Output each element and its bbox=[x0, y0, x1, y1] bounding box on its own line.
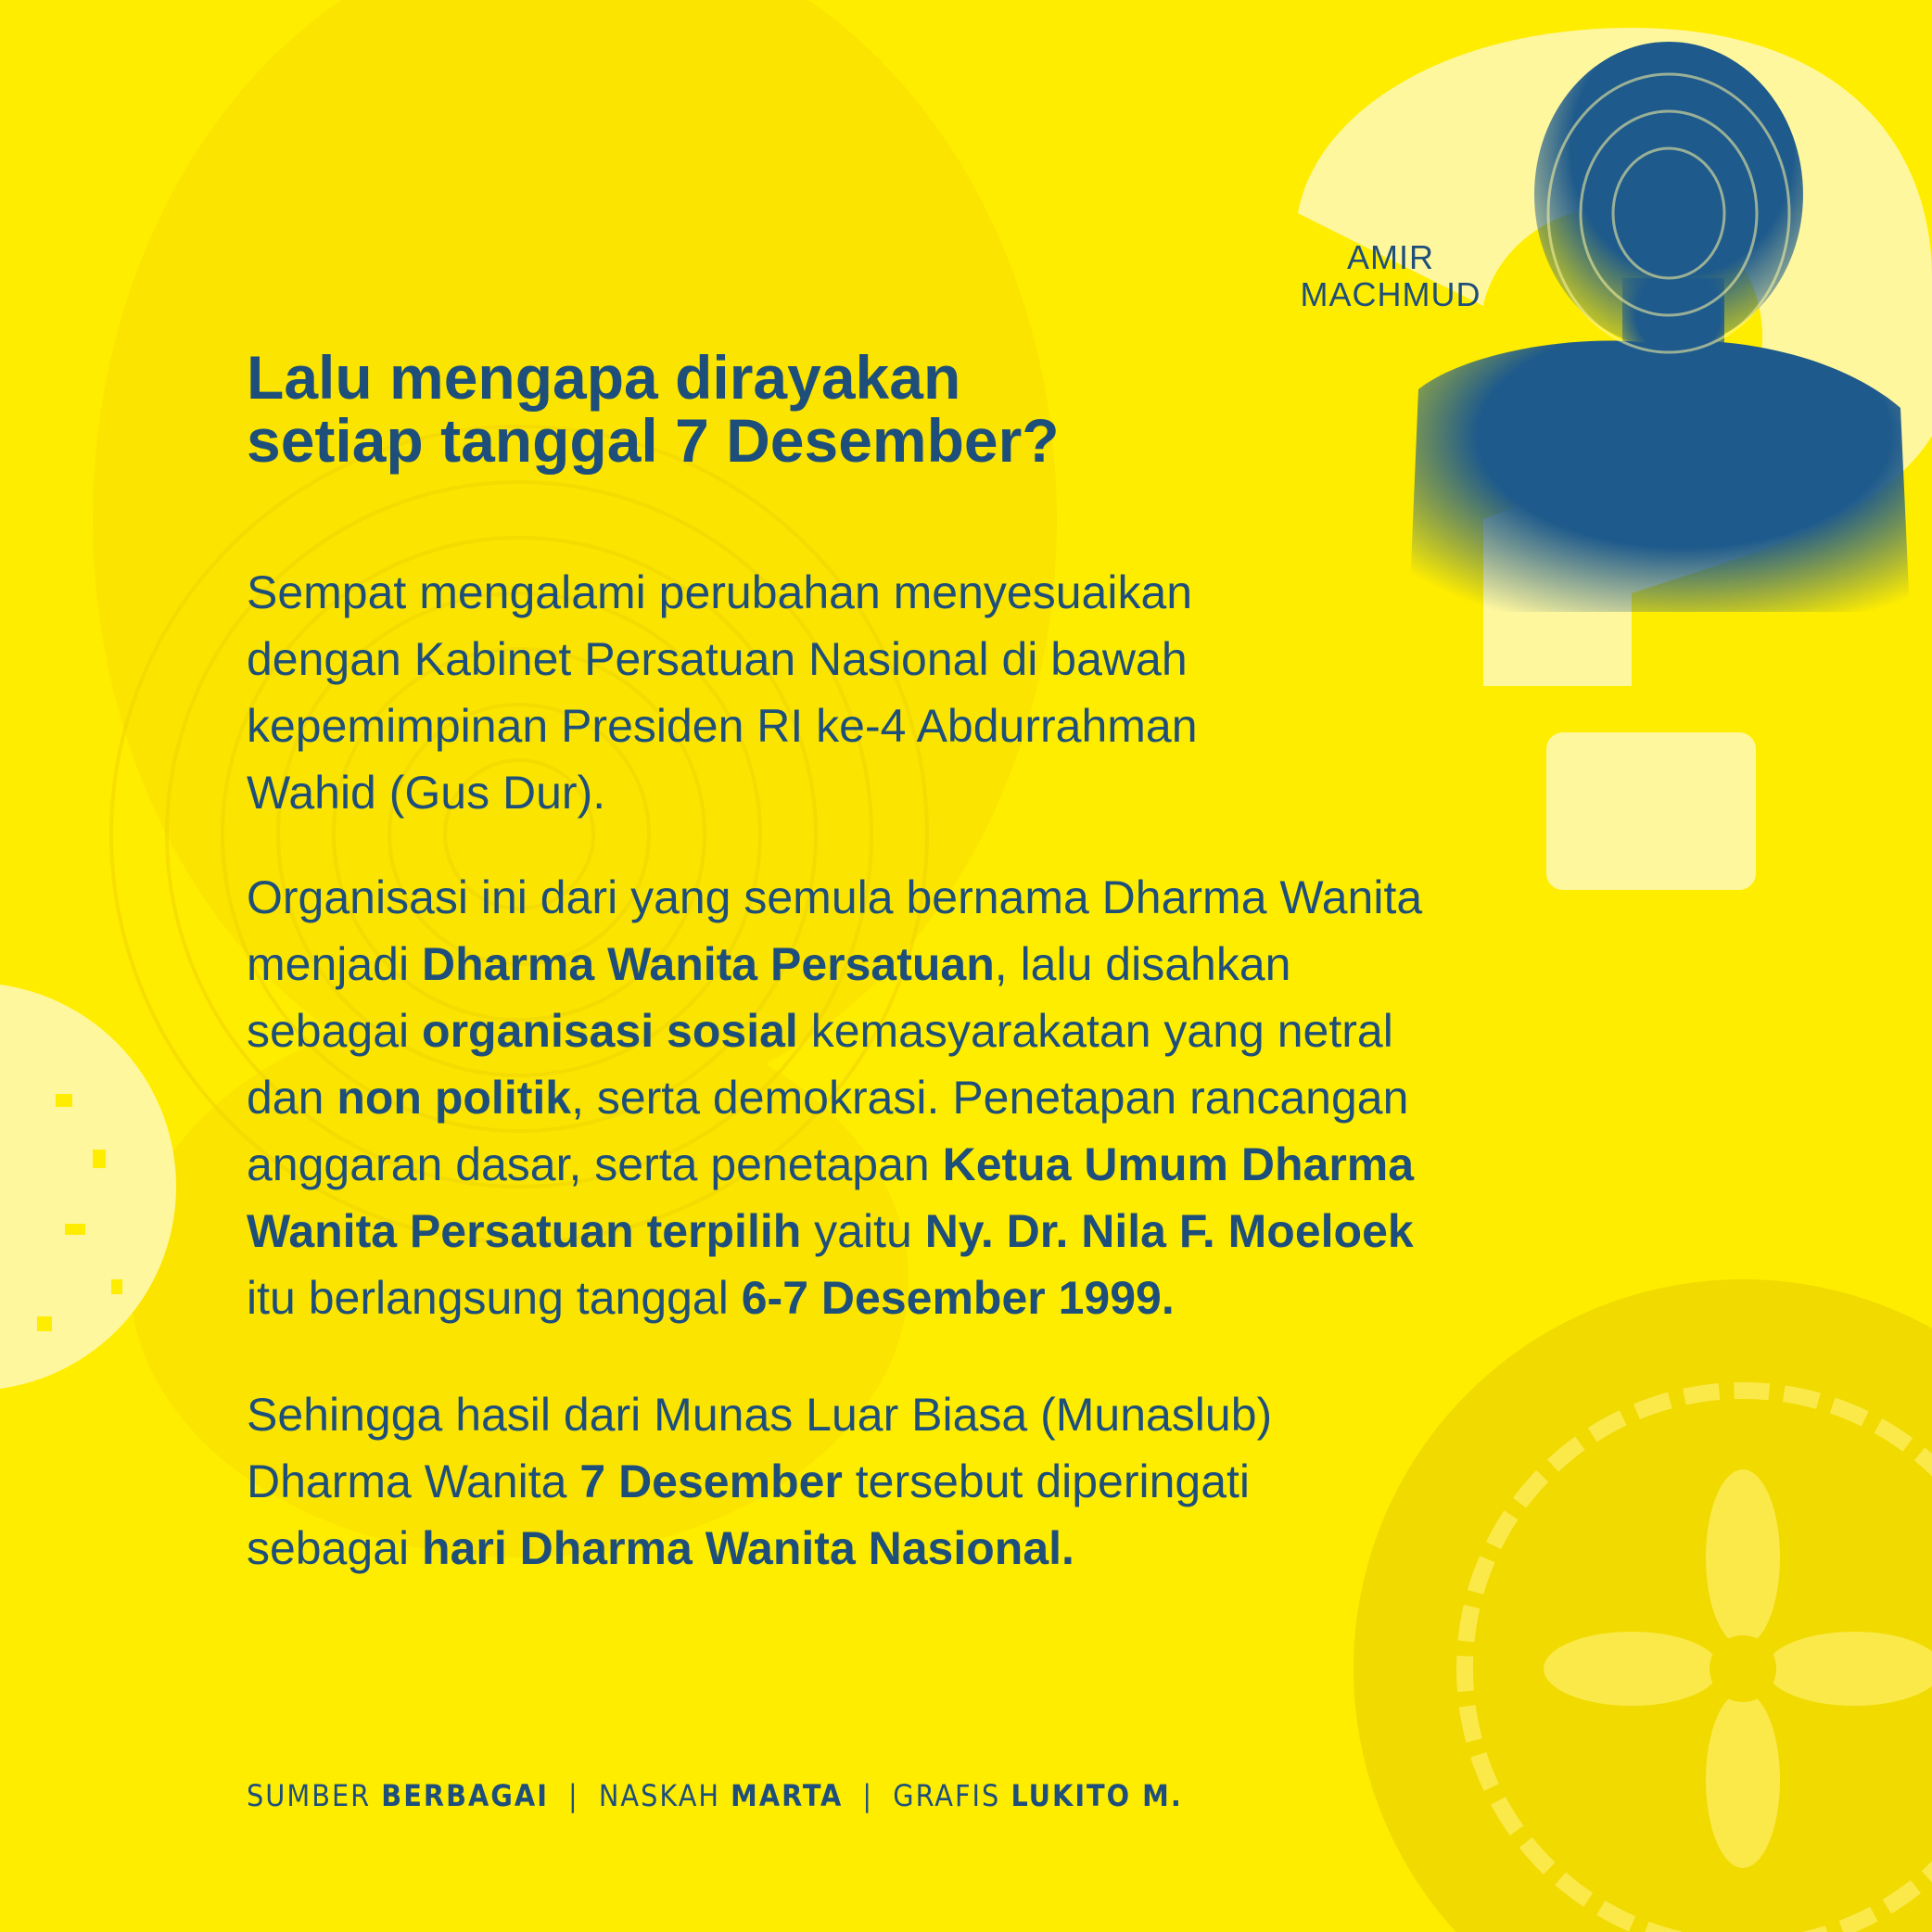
text-run: Dharma Wanita bbox=[247, 1455, 580, 1507]
text-run: , lalu disahkan bbox=[994, 938, 1291, 990]
text-run: Organisasi ini dari yang semula bernama Dharma Wanita bbox=[247, 871, 1423, 923]
text-run: sebagai bbox=[247, 1522, 423, 1574]
emphasis-text: Ny. Dr. Nila F. Moeloek bbox=[924, 1205, 1414, 1257]
paragraph-2-line bbox=[247, 1131, 1422, 1198]
credit-sumber-label: SUMBER bbox=[247, 1778, 372, 1813]
emphasis-text: Wanita Persatuan terpilih bbox=[247, 1205, 802, 1257]
text-run: , serta demokrasi. Penetapan rancangan bbox=[571, 1072, 1409, 1124]
text-run: itu berlangsung tanggal bbox=[247, 1272, 742, 1324]
text-run: menjadi bbox=[247, 938, 422, 990]
emblem-decoration bbox=[1354, 1279, 1932, 1932]
emphasis-text: 7 Desember bbox=[579, 1455, 843, 1507]
text-run: Sehingga hasil dari Munas Luar Biasa (Munaslub) bbox=[247, 1389, 1273, 1441]
credit-grafis-label: GRAFIS bbox=[893, 1778, 1001, 1813]
paragraph-2-line bbox=[247, 998, 1422, 1064]
emphasis-text: hari Dharma Wanita Nasional. bbox=[422, 1522, 1074, 1574]
paragraph-2-line bbox=[247, 1064, 1422, 1131]
credit-separator: | bbox=[568, 1778, 579, 1813]
emphasis-text: non politik bbox=[337, 1072, 572, 1124]
text-run: yaitu bbox=[801, 1205, 925, 1257]
credit-naskah-value: MARTA bbox=[731, 1778, 844, 1813]
text-run: sebagai bbox=[247, 1005, 423, 1057]
paragraph-2-line bbox=[247, 864, 1422, 931]
text-run: kemasyarakatan yang netral bbox=[797, 1005, 1393, 1057]
text-run: dan bbox=[247, 1072, 337, 1124]
paragraph-1 bbox=[247, 559, 1198, 826]
credit-separator: | bbox=[862, 1778, 874, 1813]
portrait-caption bbox=[1270, 239, 1511, 313]
emphasis-text: 6-7 Desember 1999. bbox=[741, 1272, 1175, 1324]
portrait-caption-line2: MACHMUD bbox=[1300, 275, 1481, 313]
text-run: tersebut diperingati bbox=[842, 1455, 1251, 1507]
paragraph-2 bbox=[247, 864, 1422, 1331]
title-line2: setiap tanggal 7 Desember? bbox=[247, 406, 1060, 475]
paragraph-1-line: dengan Kabinet Persatuan Nasional di bawah bbox=[247, 633, 1188, 685]
emphasis-text: Dharma Wanita Persatuan bbox=[422, 938, 995, 990]
paragraph-1-line: kepemimpinan Presiden RI ke-4 Abdurrahman bbox=[247, 700, 1198, 752]
paragraph-2-line bbox=[247, 1198, 1422, 1265]
paragraph-3-line bbox=[247, 1448, 1272, 1515]
credit-grafis-value: LUKITO M. bbox=[1010, 1778, 1183, 1813]
paragraph-3 bbox=[247, 1381, 1272, 1582]
paragraph-1-line: Wahid (Gus Dur). bbox=[247, 767, 606, 819]
paragraph-2-line bbox=[247, 1265, 1422, 1331]
emphasis-text: organisasi sosial bbox=[422, 1005, 798, 1057]
emphasis-text: Ketua Umum Dharma bbox=[942, 1138, 1415, 1190]
page-title bbox=[247, 343, 1359, 475]
paragraph-1-line: Sempat mengalami perubahan menyesuaikan bbox=[247, 566, 1193, 618]
credit-naskah-label: NASKAH bbox=[598, 1778, 721, 1813]
paragraph-2-line bbox=[247, 931, 1422, 998]
text-run: anggaran dasar, serta penetapan bbox=[247, 1138, 943, 1190]
portrait-caption-line1: AMIR bbox=[1347, 238, 1434, 276]
credit-sumber-value: BERBAGAI bbox=[381, 1778, 549, 1813]
paragraph-3-line bbox=[247, 1381, 1272, 1448]
paragraph-3-line bbox=[247, 1515, 1272, 1582]
amir-machmud-portrait bbox=[1391, 37, 1932, 612]
title-line1: Lalu mengapa dirayakan bbox=[247, 343, 961, 412]
credits-footer bbox=[247, 1778, 1183, 1813]
